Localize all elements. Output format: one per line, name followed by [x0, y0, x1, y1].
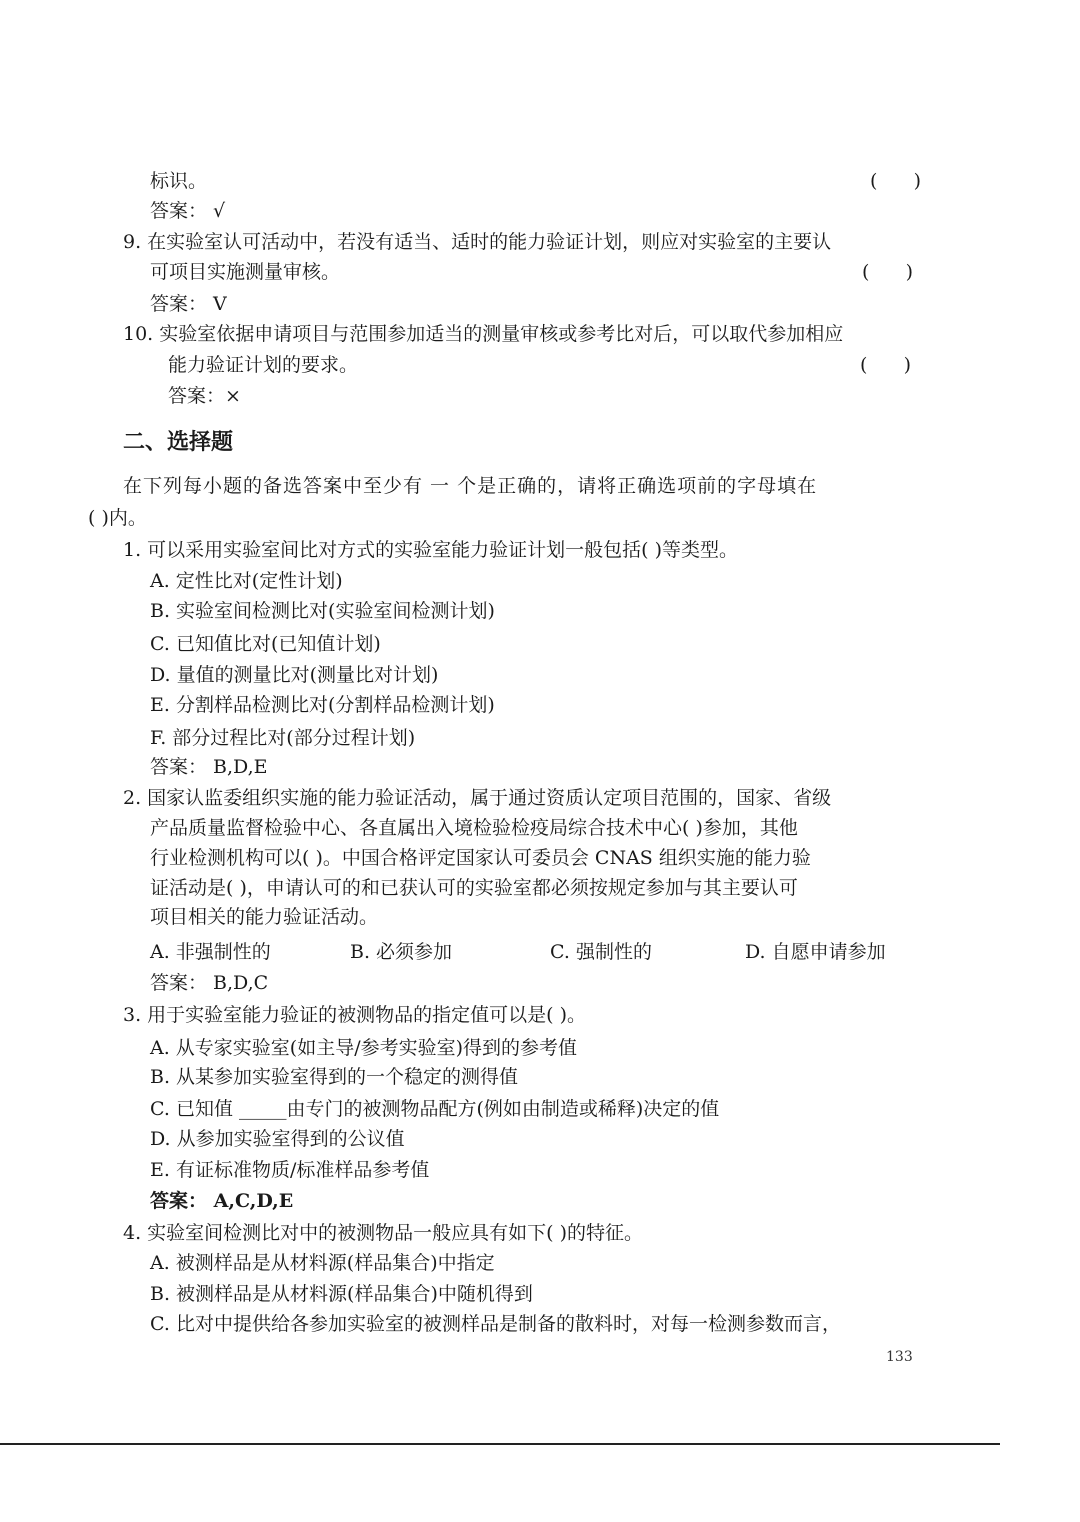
c1-option-b: B. 实验室间检测比对(实验室间检测计划) — [150, 600, 495, 622]
c3-option-c: C. 已知值 _____由专门的被测物品配方(例如由制造或稀释)决定的值 — [150, 1098, 720, 1120]
c3-option-b: B. 从某参加实验室得到的一个稳定的测得值 — [150, 1066, 519, 1088]
c4-stem: 4. 实验室间检测比对中的被测物品一般应具有如下( )的特征。 — [123, 1222, 644, 1244]
c1-answer: 答案： B,D,E — [150, 756, 268, 778]
item8-line-end: 标识。 — [150, 170, 208, 192]
c1-option-f: F. 部分过程比对(部分过程计划) — [150, 727, 416, 749]
c2-option-c: C. 强制性的 — [550, 941, 652, 963]
c1-option-d: D. 量值的测量比对(测量比对计划) — [150, 664, 439, 686]
c2-option-d: D. 自愿申请参加 — [745, 941, 886, 963]
q9-line2: 可项目实施测量审核。 — [150, 261, 341, 283]
c2-line3: 行业检测机构可以( )。中国合格评定国家认可委员会 CNAS 组织实施的能力验 — [150, 847, 811, 869]
c2-line1: 2. 国家认监委组织实施的能力验证活动，属于通过资质认定项目范围的，国家、省级 — [123, 787, 832, 809]
q10-line2: 能力验证计划的要求。 — [168, 354, 359, 376]
bottom-rule — [0, 1443, 1000, 1445]
c3-option-e: E. 有证标准物质/标准样品参考值 — [150, 1159, 430, 1181]
q9-answer: 答案： V — [150, 293, 227, 315]
c3-option-a: A. 从专家实验室(如主导/参考实验室)得到的参考值 — [150, 1037, 578, 1059]
c2-option-b: B. 必须参加 — [350, 941, 453, 963]
c2-line5: 项目相关的能力验证活动。 — [150, 906, 379, 928]
c4-option-b: B. 被测样品是从材料源(样品集合)中随机得到 — [150, 1283, 533, 1305]
c1-option-e: E. 分割样品检测比对(分割样品检测计划) — [150, 694, 495, 716]
item8-answer: 答案： √ — [150, 200, 226, 222]
c4-option-a: A. 被测样品是从材料源(样品集合)中指定 — [150, 1252, 495, 1274]
answer-parenthesis: ( ) — [860, 354, 912, 376]
answer-parenthesis: ( ) — [870, 170, 922, 192]
c1-option-a: A. 定性比对(定性计划) — [150, 570, 343, 592]
c2-line2: 产品质量监督检验中心、各直属出入境检验检疫局综合技术中心( )参加，其他 — [150, 817, 798, 839]
page-number: 133 — [886, 1349, 913, 1365]
c4-option-c: C. 比对中提供给各参加实验室的被测样品是制备的散料时，对每一检测参数而言， — [150, 1313, 841, 1335]
c3-stem: 3. 用于实验室能力验证的被测物品的指定值可以是( )。 — [123, 1004, 587, 1026]
c2-option-a: A. 非强制性的 — [150, 941, 271, 963]
c3-answer: 答案： A,C,D,E — [150, 1190, 294, 1212]
q9-line1: 9. 在实验室认可活动中，若没有适当、适时的能力验证计划，则应对实验室的主要认 — [123, 231, 832, 253]
c1-stem: 1. 可以采用实验室间比对方式的实验室能力验证计划一般包括( )等类型。 — [123, 539, 739, 561]
answer-parenthesis: ( ) — [862, 261, 914, 283]
section-intro-line1: 在下列每小题的备选答案中至少有 一 个是正确的，请将正确选项前的字母填在 — [123, 475, 818, 497]
section-heading: 二、选择题 — [123, 429, 234, 455]
section-intro-line2: ( )内。 — [88, 507, 147, 529]
c1-option-c: C. 已知值比对(已知值计划) — [150, 633, 381, 655]
c2-line4: 证活动是( )，申请认可的和已获认可的实验室都必须按规定参加与其主要认可 — [150, 877, 798, 899]
q10-line1: 10. 实验室依据申请项目与范围参加适当的测量审核或参考比对后，可以取代参加相应 — [123, 323, 844, 345]
c2-answer: 答案： B,D,C — [150, 972, 269, 994]
c3-option-d: D. 从参加实验室得到的公议值 — [150, 1128, 405, 1150]
q10-answer: 答案：× — [168, 385, 241, 407]
